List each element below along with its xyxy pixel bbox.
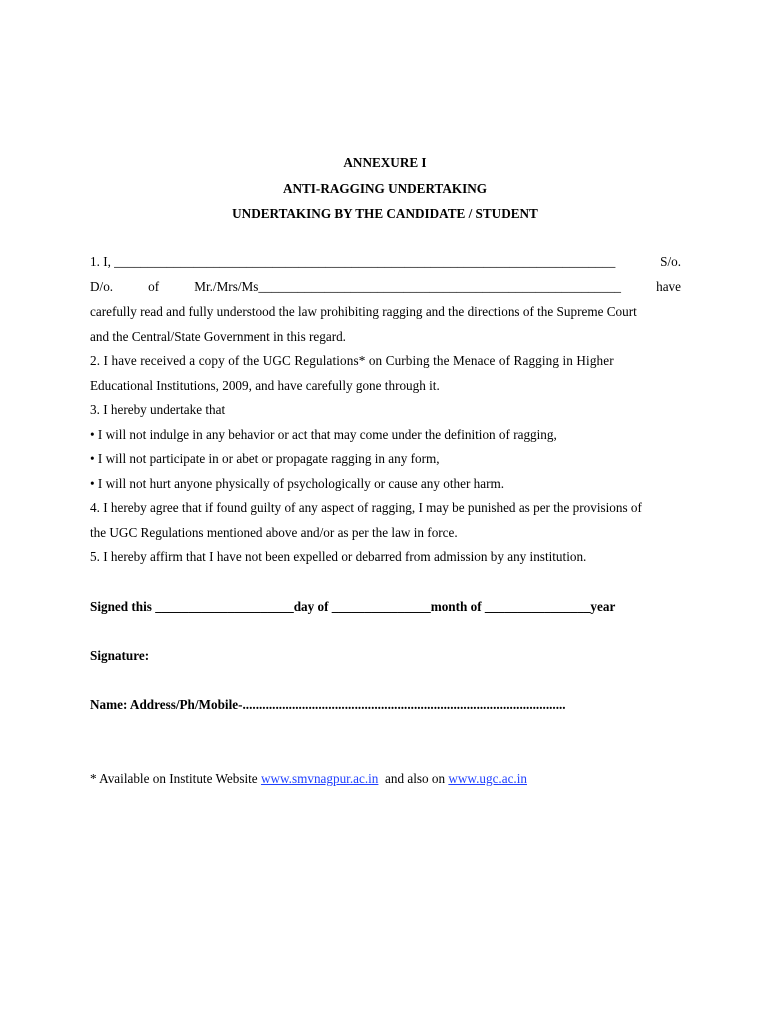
para1-line4: and the Central/State Government in this regard.: [90, 329, 346, 344]
have-word: have: [656, 279, 681, 294]
bullet-item: • I will not indulge in any behavior or act that may come under the definition of ragging,: [90, 427, 557, 442]
para2-line2: Educational Institutions, 2009, and have carefully gone through it.: [90, 378, 440, 393]
name-address-line: Name: Address/Ph/Mobile-..................................................................................................: [90, 697, 566, 712]
para5-line1: 5. I hereby affirm that I have not been expelled or debarred from admission by any institution.: [90, 549, 587, 564]
para4-line2: the UGC Regulations mentioned above and/or as per the law in force.: [90, 525, 458, 540]
undertaking-subtitle: UNDERTAKING BY THE CANDIDATE / STUDENT: [232, 206, 538, 221]
institute-website-link[interactable]: www.smvnagpur.ac.in: [260, 771, 379, 786]
parent-name-blank: Mr./Mrs/Ms_______________________________________________________: [194, 279, 622, 294]
para4-line1: 4. I hereby agree that if found guilty of any aspect of ragging, I may be punished as per the provisions of: [90, 500, 642, 515]
para1-line2: [90, 279, 681, 295]
bullet-item: • I will not participate in or abet or propagate ragging in any form,: [90, 451, 440, 466]
daughter-of-label: D/o.: [90, 279, 114, 294]
anti-ragging-title: ANTI-RAGGING UNDERTAKING: [282, 181, 488, 196]
footnote-middle: and also on: [378, 771, 449, 786]
para1-line1: [90, 254, 681, 270]
para2-line1: 2. I have received a copy of the UGC Regulations* on Curbing the Menace of Ragging in Higher: [90, 353, 614, 368]
annexure-title: ANNEXURE I: [343, 155, 427, 170]
para3-intro: 3. I hereby undertake that: [90, 402, 226, 417]
para1-line3: carefully read and fully understood the law prohibiting ragging and the directions of the Supreme Court: [90, 304, 637, 319]
footnote: [90, 771, 681, 787]
footnote-prefix: * Available on Institute Website: [90, 771, 261, 786]
bullet-item: • I will not hurt anyone physically of psychologically or cause any other harm.: [90, 476, 505, 491]
son-of-label: S/o.: [660, 254, 681, 269]
signature-label: Signature:: [90, 648, 150, 663]
of-word: of: [148, 279, 160, 294]
signed-date-line: Signed this _____________________day of _______________month of ________________year: [90, 599, 616, 614]
ugc-website-link[interactable]: www.ugc.ac.in: [448, 771, 527, 786]
name-blank: 1. I, ____________________________________________________________________________: [90, 254, 616, 269]
